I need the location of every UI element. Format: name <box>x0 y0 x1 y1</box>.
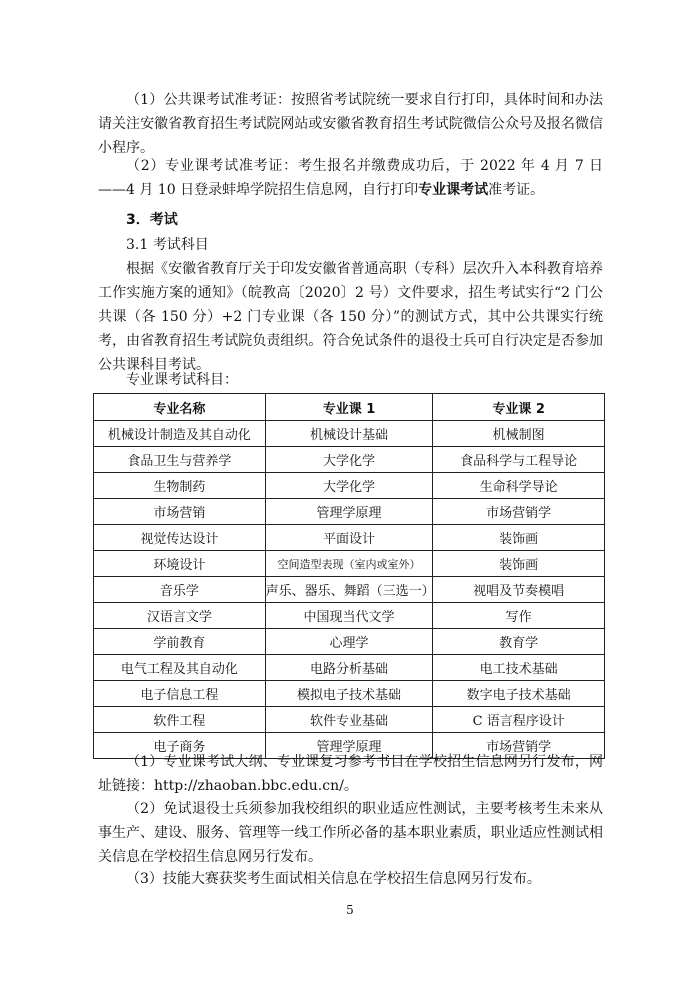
table-row <box>94 473 605 499</box>
table-cell: 软件工程 <box>94 707 266 733</box>
paragraph-major-exam-admission <box>98 154 603 202</box>
table-cell: 食品卫生与营养学 <box>94 447 266 473</box>
table-cell: 心理学 <box>265 629 433 655</box>
bold-text: 专业课考试 <box>418 182 489 198</box>
table-cell: 电路分析基础 <box>265 655 433 681</box>
table-cell: 软件专业基础 <box>265 707 433 733</box>
column-header-major: 专业名称 <box>94 394 266 421</box>
exam-subjects-table <box>93 393 605 759</box>
table-row <box>94 707 605 733</box>
table-cell: 装饰画 <box>433 551 605 577</box>
table-cell: 电工技术基础 <box>433 655 605 681</box>
table-row <box>94 499 605 525</box>
table-intro: 专业课考试科目： <box>126 372 238 388</box>
table-row <box>94 447 605 473</box>
column-header-course-1: 专业课 1 <box>265 394 433 421</box>
note-skills-award: （3）技能大赛获奖考生面试相关信息在学校招生信息网另行发布。 <box>126 871 541 887</box>
table-row <box>94 551 605 577</box>
table-cell: 视觉传达设计 <box>94 525 266 551</box>
column-header-course-2: 专业课 2 <box>433 394 605 421</box>
table-cell: 机械设计基础 <box>265 421 433 447</box>
table-cell: 机械制图 <box>433 421 605 447</box>
table-cell: 声乐、器乐、舞蹈（三选一） <box>265 577 433 603</box>
table-cell: 装饰画 <box>433 525 605 551</box>
table-row <box>94 681 605 707</box>
table-cell: 教育学 <box>433 629 605 655</box>
table-row <box>94 525 605 551</box>
subsection-heading: 3.1 考试科目 <box>126 237 209 253</box>
table-cell: 空间造型表现（室内或室外） <box>265 551 433 577</box>
table-cell: 音乐学 <box>94 577 266 603</box>
table-row <box>94 421 605 447</box>
table-row <box>94 577 605 603</box>
table-cell: 电气工程及其自动化 <box>94 655 266 681</box>
note-syllabus-link: （1）专业课考试大纲、专业课复习参考书目在学校招生信息网另行发布，网址链接：http://zhaoban.bbc.edu.cn/。 <box>98 754 603 794</box>
paragraph-text: （2）专业课考试准考证：考生报名并缴费成功后，于 2022 年 4 月 7 日——4 月 10 日登录蚌埠学院招生信息网，自行打印 <box>98 158 603 198</box>
table-row <box>94 655 605 681</box>
table-row <box>94 629 605 655</box>
note-veterans-test: （2）免试退役士兵须参加我校组织的职业适应性测试，主要考核考生未来从事生产、建设、服务、管理等一线工作所必备的基本职业素质，职业适应性测试相关信息在学校招生信息网另行发布。 <box>98 801 603 865</box>
table-cell: 电子信息工程 <box>94 681 266 707</box>
table-cell: 大学化学 <box>265 447 433 473</box>
table-cell: 市场营销 <box>94 499 266 525</box>
page-number: 5 <box>346 903 354 917</box>
table-row <box>94 603 605 629</box>
table-cell: 中国现当代文学 <box>265 603 433 629</box>
paragraph-exam-subjects: 根据《安徽省教育厅关于印发安徽省普通高职（专科）层次升入本科教育培养工作实施方案的通知》（皖教高〔2020〕2 号）文件要求，招生考试实行“2 门公共课（各 150 分）+2 门专业课（各 150 分）”的测试方式，其中公共课实行统考，由省教育招生考试院负责组织。符合免试条件的退役士兵可自行决定是否参加公共课科目考试。 <box>98 261 603 373</box>
table-header-row <box>94 394 605 421</box>
table-cell: C 语言程序设计 <box>433 707 605 733</box>
table-cell: 生命科学导论 <box>433 473 605 499</box>
table-cell: 机械设计制造及其自动化 <box>94 421 266 447</box>
table-cell: 市场营销学 <box>433 733 605 759</box>
table-cell: 视唱及节奏模唱 <box>433 577 605 603</box>
table-cell: 平面设计 <box>265 525 433 551</box>
table-cell: 数字电子技术基础 <box>433 681 605 707</box>
paragraph-text: 准考证。 <box>488 182 545 198</box>
table-cell: 学前教育 <box>94 629 266 655</box>
table-cell: 电子商务 <box>94 733 266 759</box>
table-cell: 模拟电子技术基础 <box>265 681 433 707</box>
table-cell: 管理学原理 <box>265 733 433 759</box>
table-cell: 食品科学与工程导论 <box>433 447 605 473</box>
table-cell: 市场营销学 <box>433 499 605 525</box>
table-cell: 环境设计 <box>94 551 266 577</box>
table-cell: 大学化学 <box>265 473 433 499</box>
table-cell: 管理学原理 <box>265 499 433 525</box>
table-cell: 汉语言文学 <box>94 603 266 629</box>
table-cell: 生物制药 <box>94 473 266 499</box>
paragraph-public-exam-admission: （1）公共课考试准考证：按照省考试院统一要求自行打印，具体时间和办法请关注安徽省教育招生考试院网站或安徽省教育招生考试院微信公众号及报名微信小程序。 <box>98 92 603 156</box>
section-heading: 3．考试 <box>126 212 178 228</box>
table-cell: 写作 <box>433 603 605 629</box>
